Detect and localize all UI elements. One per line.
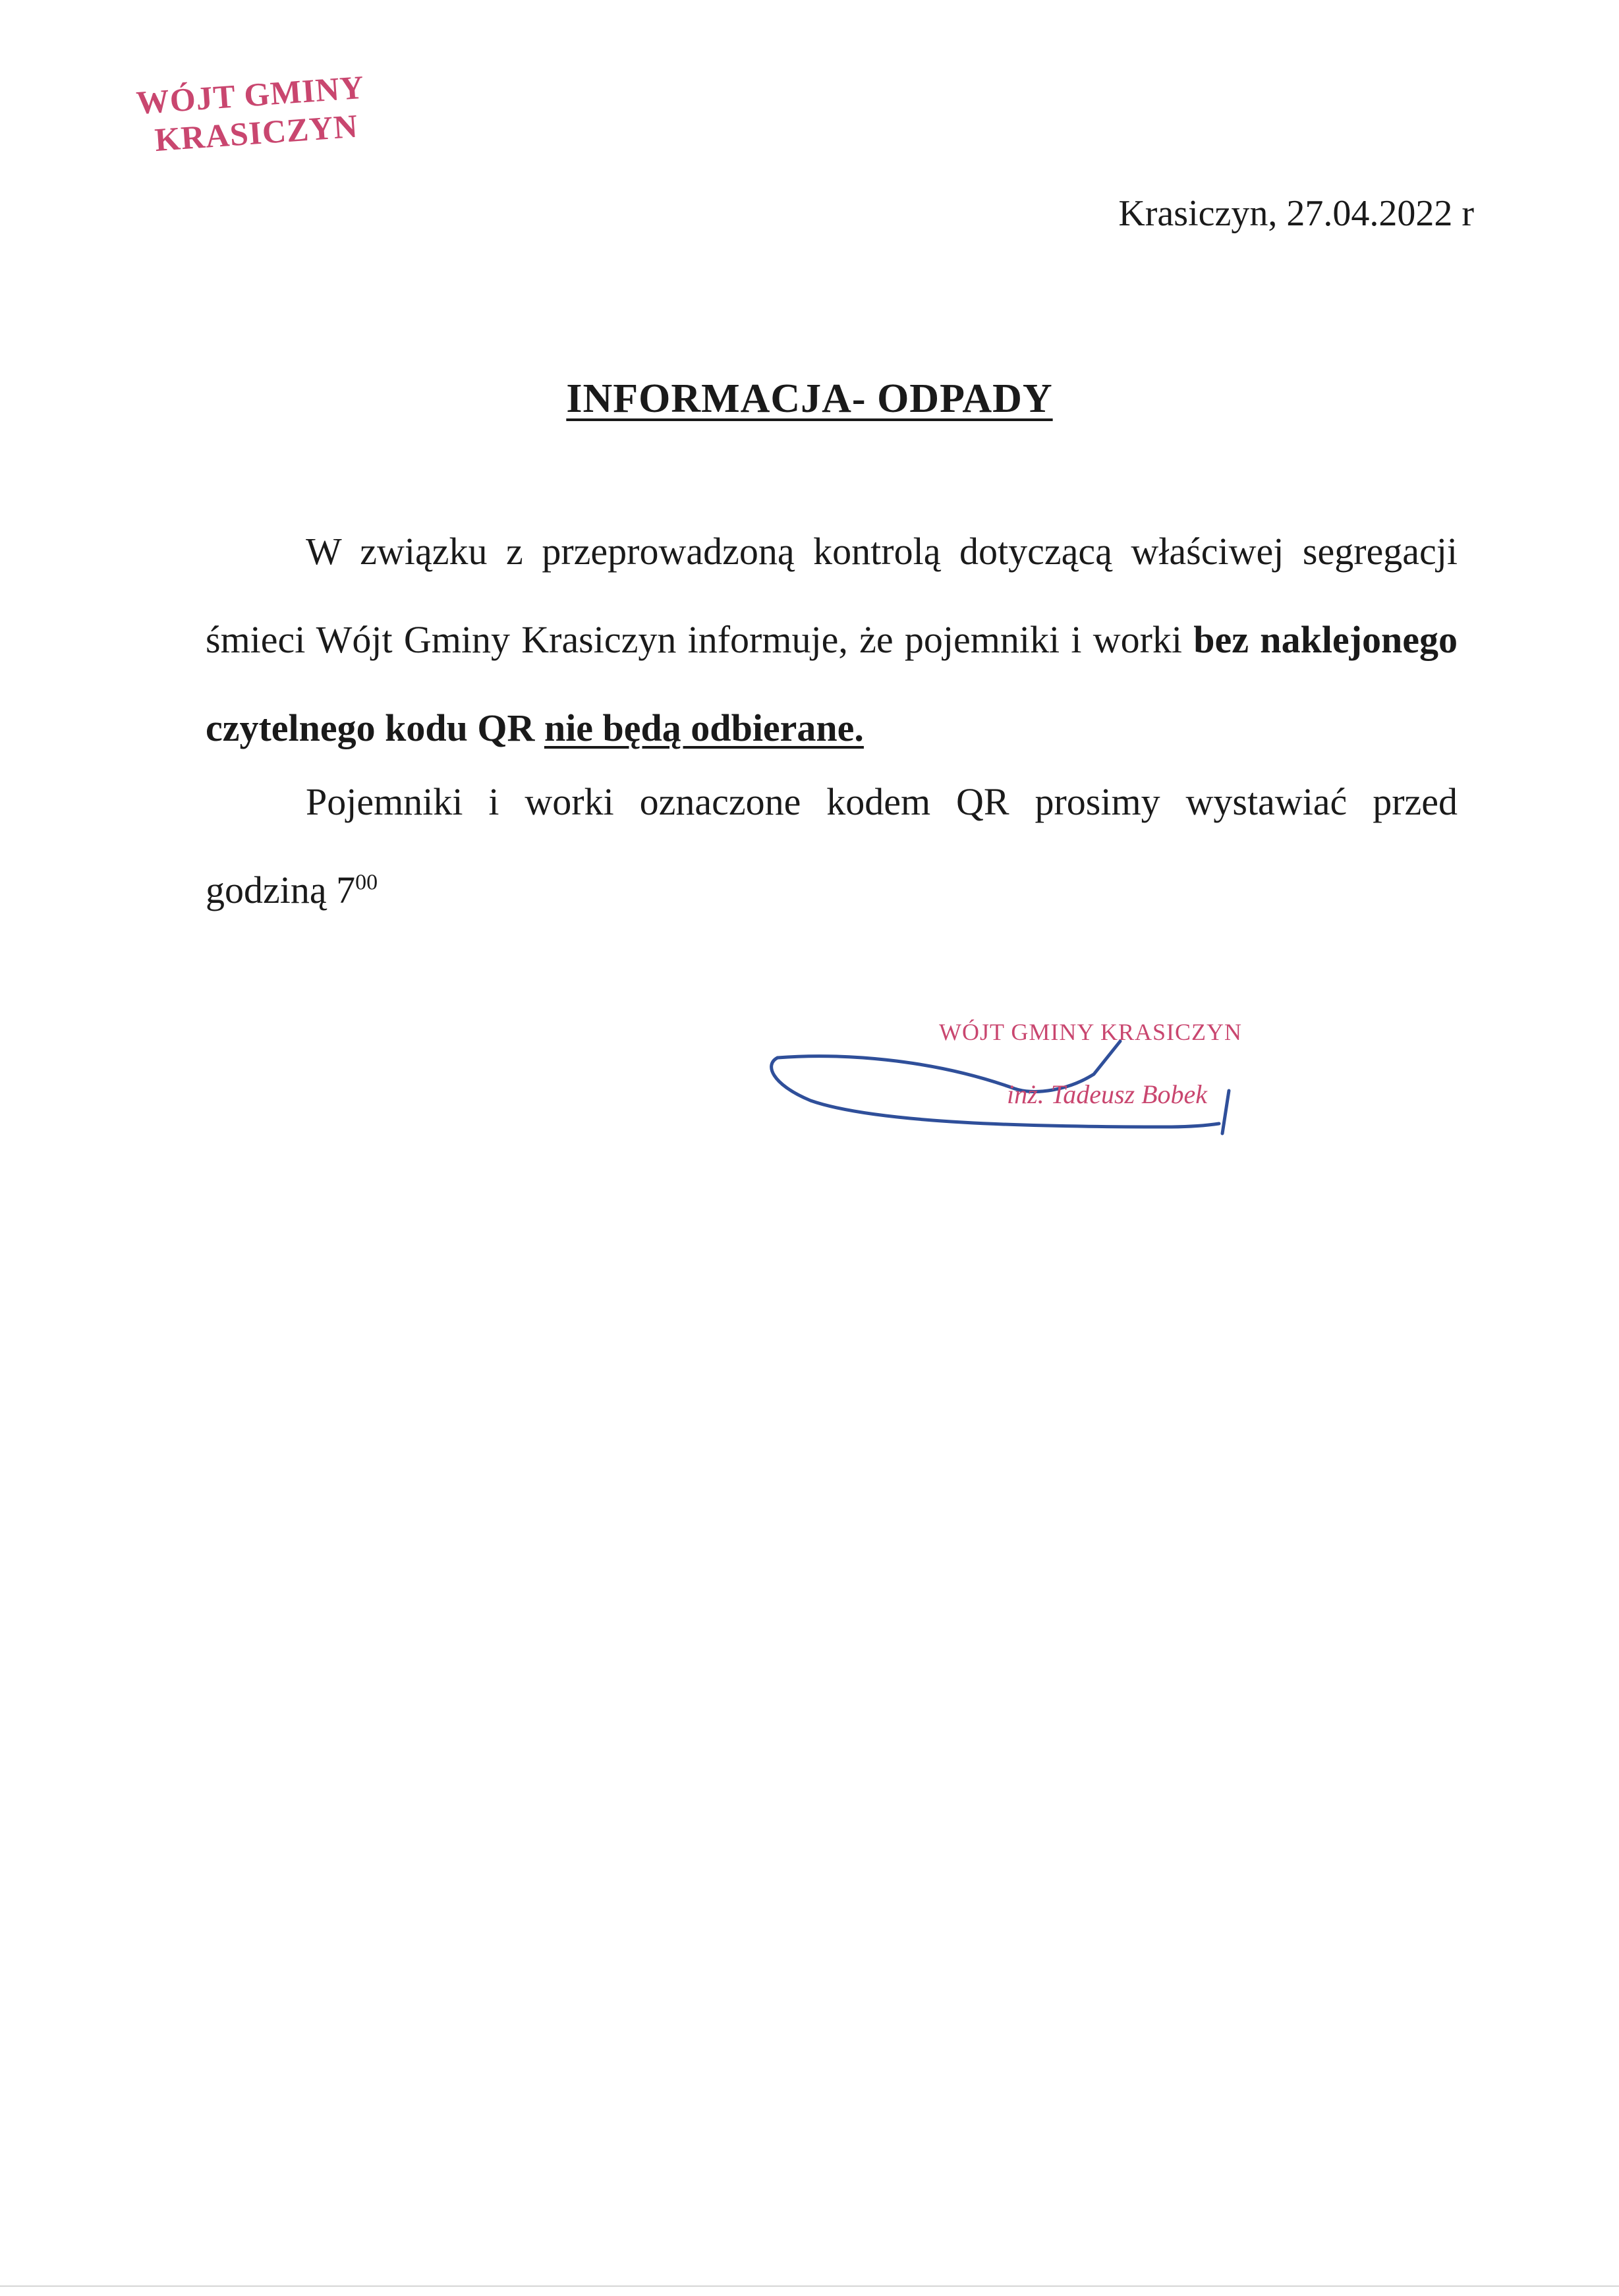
paragraph-1-bold: bez naklejonego czytelnego kodu QR bbox=[206, 618, 1458, 749]
office-stamp bbox=[135, 68, 377, 160]
signature-stamp-office: WÓJT GMINY KRASICZYN bbox=[939, 1019, 1242, 1045]
signature-stamp bbox=[936, 1018, 1245, 1110]
paragraph-1 bbox=[206, 507, 1458, 772]
paragraph-1-space bbox=[534, 706, 544, 749]
paragraph-2-text: Pojemniki i worki oznaczone kodem QR prosimy wystawiać przed godziną 7 bbox=[206, 780, 1458, 911]
stamp-line-1: WÓJT GMINY bbox=[135, 68, 366, 121]
document-title-text: INFORMACJA- ODPADY bbox=[566, 376, 1053, 421]
paragraph-2-superscript: 00 bbox=[355, 870, 378, 895]
paragraph-2 bbox=[206, 758, 1458, 934]
signature-stamp-name: inż. Tadeusz Bobek bbox=[1006, 1079, 1208, 1109]
paragraph-1-text: W związku z przeprowadzoną kontrolą dotyczącą właściwej segregacji śmieci Wójt Gminy Krasiczyn informuje, że pojemniki i worki bbox=[206, 530, 1458, 661]
paragraph-1-bold-underlined: nie będą odbierane. bbox=[544, 706, 864, 749]
document-title bbox=[0, 376, 1619, 422]
scan-edge-line bbox=[0, 2285, 1619, 2287]
document-date: Krasiczyn, 27.04.2022 r bbox=[1118, 193, 1474, 234]
stamp-line-2: KRASICZYN bbox=[153, 107, 360, 158]
